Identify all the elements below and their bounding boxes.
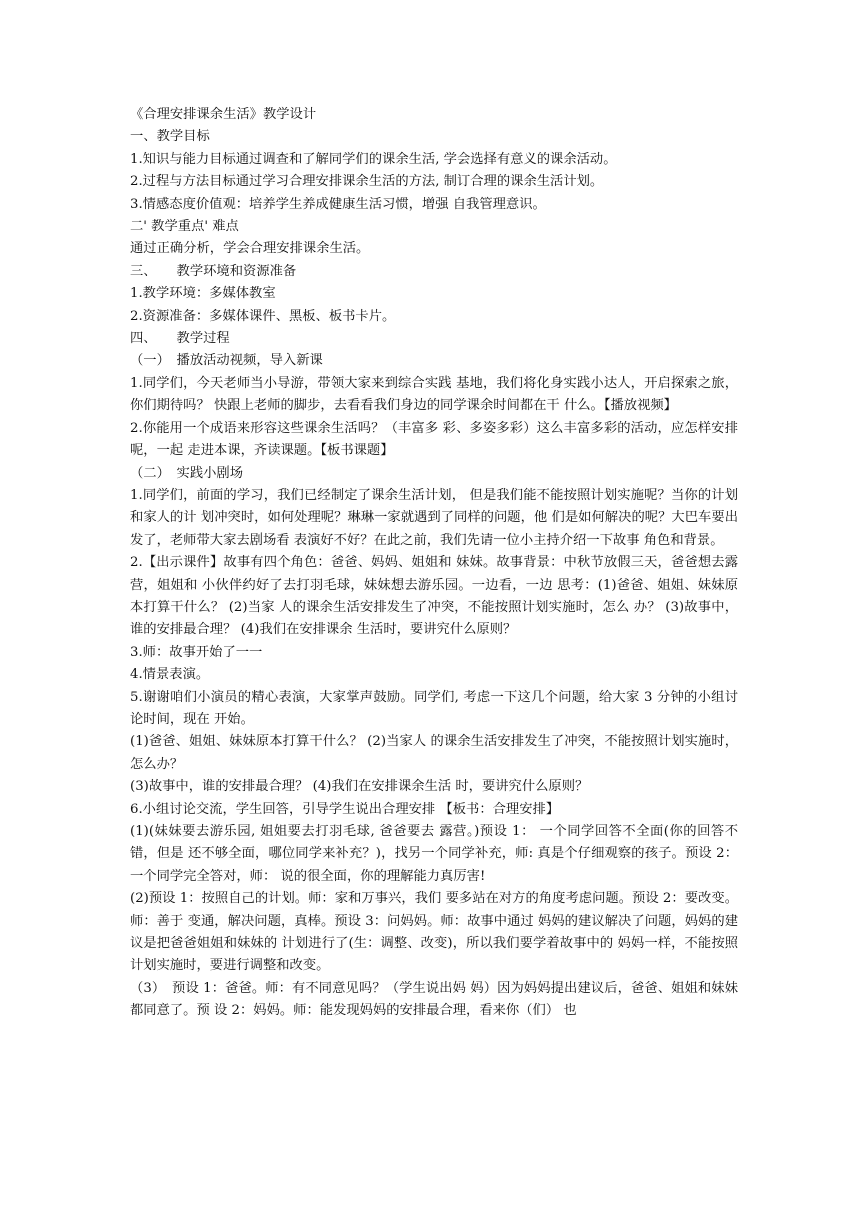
resource-item: 1.教学环境：多媒体教室: [130, 286, 276, 302]
paragraph: 1.同学们，前面的学习，我们已经制定了课余生活计划， 但是我们能不能按照计划实施呢？当你的计划和家人的计 划冲突时，如何处理呢？琳琳一家就遇到了同样的问题，他 们是如何解决的呢？大巴车要出发了，老师带大家去剧场看 表演好不好？在此之前，我们先请一位小主持介绍一下故事 角色和背景。: [130, 487, 738, 548]
paragraph: 3.师：故事开始了一一: [130, 644, 263, 660]
section-heading-process: 四、 教学过程: [130, 331, 230, 347]
paragraph: 5.谢谢咱们小演员的精心表演，大家掌声鼓励。同学们, 考虑一下这几个问题，给大家 3 分钟的小组讨论时间，现在 开始。: [130, 689, 738, 727]
key-points-text: 通过正确分析，学会合理安排课余生活。: [130, 241, 370, 257]
subsection-heading-video: （一） 播放活动视频，导入新课: [130, 353, 323, 369]
document-title: 《合理安排课余生活》教学设计: [130, 107, 317, 122]
objective-item: 3.情感态度价值观：培养学生养成健康生活习惯，增强 自我管理意识。: [130, 196, 546, 212]
paragraph: (2)预设 1：按照自己的计划。师：家和万事兴，我们 要多站在对方的角度考虑问题。预设 2：要改变。师：善于 变通，解决问题，真棒。预设 3：问妈妈。师：故事中通过 妈妈的建议解决了问题，妈妈的建议是把爸爸姐姐和妹妹的 计划进行了(生：调整、改变)，所以我们要学着故事中的 妈妈一样，不能按照计划实施时，要进行调整和改变。: [130, 891, 738, 974]
paragraph: （3） 预设 1：爸爸。师：有不同意见吗？（学生说出妈 妈）因为妈妈提出建议后，爸爸、姐姐和妹妹都同意了。预 设 2：妈妈。师：能发现妈妈的安排最合理，看来你（们） 也: [130, 980, 738, 1019]
paragraph: 2.【出示课件】故事有四个角色：爸爸、妈妈、姐姐和 妹妹。故事背景：中秋节放假三天，爸爸想去露营，姐姐和 小伙伴约好了去打羽毛球，妹妹想去游乐园。一边看，一边 思考：(1)爸爸、姐姐、妹妹原本打算干什么？ (2)当家 人的课余生活安排发生了冲突，不能按照计划实施时，怎么 办？ (3)故事中，谁的安排最合理？ (4)我们在安排课余 生活时，要讲究什么原则？: [130, 555, 738, 638]
objective-item: 2.过程与方法目标通过学习合理安排课余生活的方法, 制订合理的课余生活计划。: [130, 174, 604, 190]
paragraph: (3)故事中，谁的安排最合理？ (4)我们在安排课余生活 时，要讲究什么原则？: [130, 779, 589, 795]
objective-item: 1.知识与能力目标通过调查和了解同学们的课余生活, 学会选择有意义的课余活动。: [130, 151, 617, 167]
resource-item: 2.资源准备：多媒体课件、黑板、板书卡片。: [130, 308, 396, 324]
section-heading-objectives: 一、教学目标: [130, 129, 210, 145]
paragraph: 1.同学们，今天老师当小导游，带领大家来到综合实践 基地，我们将化身实践小达人，开启探索之旅，你们期待吗？ 快跟上老师的脚步，去看看我们身边的同学课余时间都在干 什么。【播放视频】: [130, 375, 738, 414]
subsection-heading-theater: （二） 实践小剧场: [130, 465, 244, 481]
section-heading-resources: 三、 教学环境和资源准备: [130, 263, 297, 279]
document-page: [130, 104, 738, 1023]
paragraph: 4.情景表演。: [130, 667, 210, 683]
paragraph: 6.小组讨论交流，学生回答，引导学生说出合理安排 【板书：合理安排】: [130, 801, 560, 817]
section-heading-key-points: 二' 教学重点' 难点: [130, 219, 239, 235]
paragraph: (1)(妹妹要去游乐园, 姐姐要去打羽毛球, 爸爸要去 露营。)预设 1： 一个同学回答不全面(你的回答不错，但是 还不够全面，哪位同学来补充？)，找另一个同学补充，师: 真是个仔细观察的孩子。预设 2： 一个同学完全答对，师： 说的很全面，你的理解能力真厉害!: [130, 824, 738, 884]
paragraph: (1)爸爸、姐姐、妹妹原本打算干什么？ (2)当家人 的课余生活安排发生了冲突，不能按照计划实施时，怎么办？: [130, 734, 738, 772]
paragraph: 2.你能用一个成语来形容这些课余生活吗？（丰富多 彩、多姿多彩）这么丰富多彩的活动，应怎样安排呢，一起 走进本课，齐读课题。【板书课题】: [130, 420, 738, 459]
